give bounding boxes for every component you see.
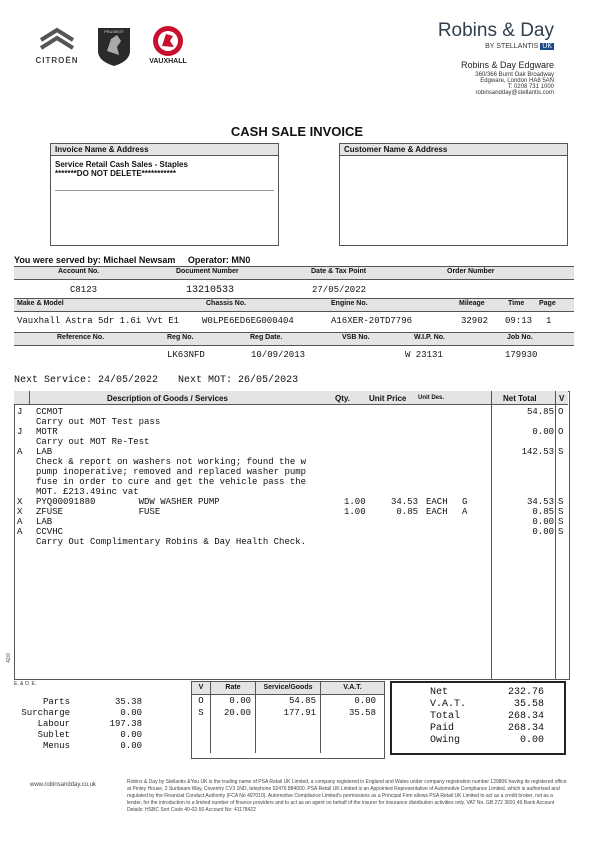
total-label: Net — [430, 687, 449, 698]
vauxhall-logo — [140, 24, 196, 68]
vat-cell: 35.58 — [348, 707, 376, 718]
item-code: X — [17, 497, 23, 507]
mileage-label: Mileage — [459, 300, 485, 307]
page-title: CASH SALE INVOICE — [230, 124, 364, 139]
peugeot-logo — [95, 25, 133, 67]
item-code: A — [17, 527, 23, 537]
total-row — [392, 735, 564, 747]
invoice-address-line1: Service Retail Cash Sales - Staples — [55, 160, 188, 169]
row2-header — [14, 298, 574, 312]
summary-value: 0.00 — [120, 730, 142, 740]
vsb-label: VSB No. — [342, 334, 370, 341]
summary-row — [14, 741, 184, 752]
page-value: 1 — [546, 316, 552, 326]
chassis-label: Chassis No. — [206, 300, 247, 307]
customer-address-box — [339, 143, 568, 246]
dealer-tel: T: 0208 731 1000 — [507, 84, 554, 90]
vat-header-rate: Rate — [211, 682, 256, 694]
vat-table — [191, 681, 385, 759]
operator-text: Operator: MN0 — [187, 255, 251, 265]
customer-address-label: Customer Name & Address — [340, 144, 567, 156]
total-value: 0.00 — [519, 735, 544, 746]
engine-value: A16XER-20TD7796 — [331, 316, 413, 326]
doc-number-label: Document Number — [176, 268, 239, 275]
peugeot-wordmark: PEUGEOT — [104, 29, 124, 34]
table-row — [14, 517, 574, 527]
vat-cell: O — [192, 694, 211, 707]
items-header-net-total: Net Total — [503, 394, 537, 403]
item-description: LAB — [36, 447, 53, 457]
citroen-logo — [26, 24, 88, 68]
dealer-email: robinsandday@stellantis.com — [475, 90, 554, 96]
summary-row — [14, 697, 184, 708]
make-model-value: Vauxhall Astra 5dr 1.6i Vvt E1 — [17, 316, 180, 326]
item-flag: A — [462, 507, 468, 517]
summary-label: Menus — [42, 741, 70, 751]
doc-number-value: 13210533 — [186, 285, 235, 296]
dealer-address-1: 360/366 Burnt Oak Broadway — [475, 72, 554, 78]
item-net: 142.53 — [521, 447, 554, 457]
items-header-unit-price: Unit Price — [369, 394, 407, 403]
reg-date-label: Reg Date. — [250, 334, 283, 341]
items-header-bg — [14, 391, 568, 405]
job-value: 179930 — [505, 350, 538, 360]
time-label: Time — [508, 300, 525, 307]
total-value: 268.34 — [507, 723, 544, 734]
item-v: S — [558, 447, 564, 457]
footer-legal: Robins & Day by Stellantis &You UK is the trading name of PSA Retail UK Limited, a company registered in England and Wales under company registration number 129806 having its registered office at Pinley House, 2 Sunbeam Way, Coventry CV3 1ND, telephone 02476 884000. PSA Retail UK Limited is an Appointed Representative of Automotive Compliance Limited, which is authorised and regulated by the Financial Conduct Authority (FCA No 497010). Automotive Compliance Limited's permissions as a Principal Firm allows PSA Retail UK Limited to act as a credit broker, not as a lender, for the introduction to a limited number of finance providers and to act as an agent on behalf of the insurer for insurance distribution activities only. VAT No. GB 272 3691 49 Bank Account Details: HSBC Sort Code 40-02-50 Account No: 41178422 — [127, 779, 567, 813]
reference-label: Reference No. — [57, 334, 105, 341]
item-description: fuse in order to cure and get the vehicle pass the — [36, 477, 307, 487]
item-description: Check & report on washers not working; found the w — [36, 457, 307, 467]
table-row — [14, 477, 574, 487]
items-list — [14, 407, 574, 547]
item-net: 54.85 — [526, 407, 554, 417]
table-row — [14, 507, 574, 517]
table-row — [14, 407, 574, 417]
wip-label: W.I.P. No. — [414, 334, 445, 341]
total-row — [392, 687, 564, 699]
dealer-name: Robins & Day — [437, 20, 554, 41]
item-code: J — [17, 427, 23, 437]
next-service — [14, 375, 298, 386]
vat-row — [192, 694, 384, 707]
items-divider-left — [29, 391, 30, 404]
item-net: 0.00 — [532, 517, 554, 527]
item-description: CCMOT — [36, 407, 64, 417]
summary-label: Parts — [42, 697, 70, 707]
reg-no-label: Reg No. — [167, 334, 194, 341]
summary-row — [14, 719, 184, 730]
total-label: Paid — [430, 723, 455, 734]
item-description: pump inoperative; removed and replaced washer pump — [36, 467, 307, 477]
vat-cell: 20.00 — [211, 707, 256, 719]
summary-value: 0.00 — [120, 741, 142, 751]
item-code: X — [17, 507, 23, 517]
chassis-value: W0LPE6ED6EG000404 — [202, 316, 294, 326]
items-header-v: V — [559, 394, 565, 403]
total-label: Total — [430, 711, 461, 722]
make-model-label: Make & Model — [17, 300, 64, 307]
mileage-value: 32902 — [461, 316, 489, 326]
summary-row — [14, 730, 184, 741]
item-description: Carry out MOT Re-Test — [36, 437, 150, 447]
vauxhall-wordmark: VAUXHALL — [149, 58, 187, 65]
footer-website: www.robinsandday.co.uk — [30, 782, 96, 788]
invoice-address-label: Invoice Name & Address — [51, 144, 278, 156]
table-row — [14, 447, 574, 457]
table-row — [14, 417, 574, 427]
engine-label: Engine No. — [331, 300, 368, 307]
vat-cell: 0.00 — [354, 695, 376, 706]
job-label: Job No. — [507, 334, 533, 341]
dealer-block — [400, 20, 554, 96]
item-net: 0.00 — [532, 527, 554, 537]
total-row — [392, 711, 564, 723]
vat-cell: 54.85 — [256, 694, 321, 707]
total-row — [392, 699, 564, 711]
citroen-wordmark: CITROËN — [35, 56, 79, 65]
table-row — [14, 437, 574, 447]
invoice-address-box — [50, 143, 279, 246]
item-description: LAB — [36, 517, 53, 527]
item-description: ZFUSE FUSE — [36, 507, 161, 517]
table-row — [14, 427, 574, 437]
total-label: Owing — [430, 735, 461, 746]
vat-cell: 0.00 — [211, 694, 256, 707]
served-by — [14, 255, 250, 265]
table-row — [14, 487, 574, 497]
items-header-unit-des: Unit Des. — [418, 395, 445, 401]
vat-cell: S — [192, 707, 211, 719]
item-code: A — [17, 517, 23, 527]
item-qty: 1.00 — [344, 507, 366, 517]
items-header-desc: Description of Goods / Services — [107, 394, 228, 403]
table-row — [14, 497, 574, 507]
total-row — [392, 723, 564, 735]
table-row — [14, 467, 574, 477]
vat-cell: 177.91 — [256, 707, 321, 719]
invoice-address-line2: *******DO NOT DELETE*********** — [55, 169, 176, 178]
item-code: A — [17, 447, 23, 457]
item-description: MOT. £213.49inc vat — [36, 487, 139, 497]
item-description: CCVHC — [36, 527, 64, 537]
uk-badge: UK — [542, 43, 552, 50]
summary-label: Surcharge — [21, 708, 70, 718]
table-row — [14, 457, 574, 467]
invoice-address-text — [55, 160, 274, 191]
item-description: PYQ00091880 WDW WASHER PUMP — [36, 497, 220, 507]
item-v: S — [558, 497, 564, 507]
summary-left — [14, 697, 184, 752]
total-value: 35.58 — [513, 699, 544, 710]
item-v: S — [558, 507, 564, 517]
next-service-text: Next Service: 24/05/2022 — [14, 375, 159, 386]
stellantis-text: BY STELLANTIS — [485, 43, 539, 50]
item-net: 0.00 — [532, 427, 554, 437]
table-row — [14, 537, 574, 547]
item-code: J — [17, 407, 23, 417]
page-label: Page — [539, 300, 556, 307]
date-value: 27/05/2022 — [312, 285, 367, 295]
dealer-branch: Robins & Day Edgware — [460, 60, 554, 70]
items-header-qty: Qty. — [335, 394, 350, 403]
summary-value: 35.38 — [114, 697, 142, 707]
summary-row — [14, 708, 184, 719]
item-v: S — [558, 517, 564, 527]
item-unit: EACH — [426, 497, 448, 507]
item-v: O — [558, 427, 564, 437]
item-unit-price: 0.85 — [396, 507, 418, 517]
dealer-byline — [400, 43, 554, 50]
item-net: 34.53 — [526, 497, 554, 507]
reg-date-value: 10/09/2013 — [251, 350, 306, 360]
vat-header-v: V — [192, 682, 211, 694]
dealer-address-2: Edgware, London HA8 5AN — [480, 78, 554, 84]
side-code: 42/0 — [5, 653, 12, 663]
item-net: 0.85 — [532, 507, 554, 517]
vat-header-vat: V.A.T. — [343, 684, 362, 692]
time-value: 09:13 — [505, 316, 533, 326]
item-description: Carry out MOT Test pass — [36, 417, 161, 427]
vat-header-service-goods: Service/Goods — [256, 682, 321, 694]
account-value: C8123 — [70, 285, 98, 295]
totals-box — [390, 681, 566, 755]
summary-value: 0.00 — [120, 708, 142, 718]
total-value: 232.76 — [507, 687, 544, 698]
account-label: Account No. — [58, 268, 100, 275]
item-description: Carry Out Complimentary Robins & Day Health Check. — [36, 537, 307, 547]
order-number-label: Order Number — [447, 268, 495, 275]
item-unit: EACH — [426, 507, 448, 517]
item-qty: 1.00 — [344, 497, 366, 507]
wip-value: W 23131 — [405, 350, 443, 360]
item-unit-price: 34.53 — [390, 497, 418, 507]
table-row — [14, 527, 574, 537]
reg-no-value: LK63NFD — [167, 350, 205, 360]
summary-label: Labour — [37, 719, 70, 729]
item-description: MOTR — [36, 427, 58, 437]
total-value: 268.34 — [507, 711, 544, 722]
total-label: V.A.T. — [430, 699, 467, 710]
item-v: O — [558, 407, 564, 417]
date-tax-label: Date & Tax Point — [311, 268, 367, 275]
item-flag: G — [462, 497, 468, 507]
item-v: S — [558, 527, 564, 537]
eoe-text: E. & O. E. — [14, 681, 37, 687]
summary-label: Sublet — [37, 730, 70, 740]
summary-value: 197.38 — [109, 719, 142, 729]
served-by-text: You were served by: Michael Newsam — [14, 255, 176, 265]
vat-row — [192, 707, 384, 719]
next-mot-text: Next MOT: 26/05/2023 — [178, 375, 299, 386]
